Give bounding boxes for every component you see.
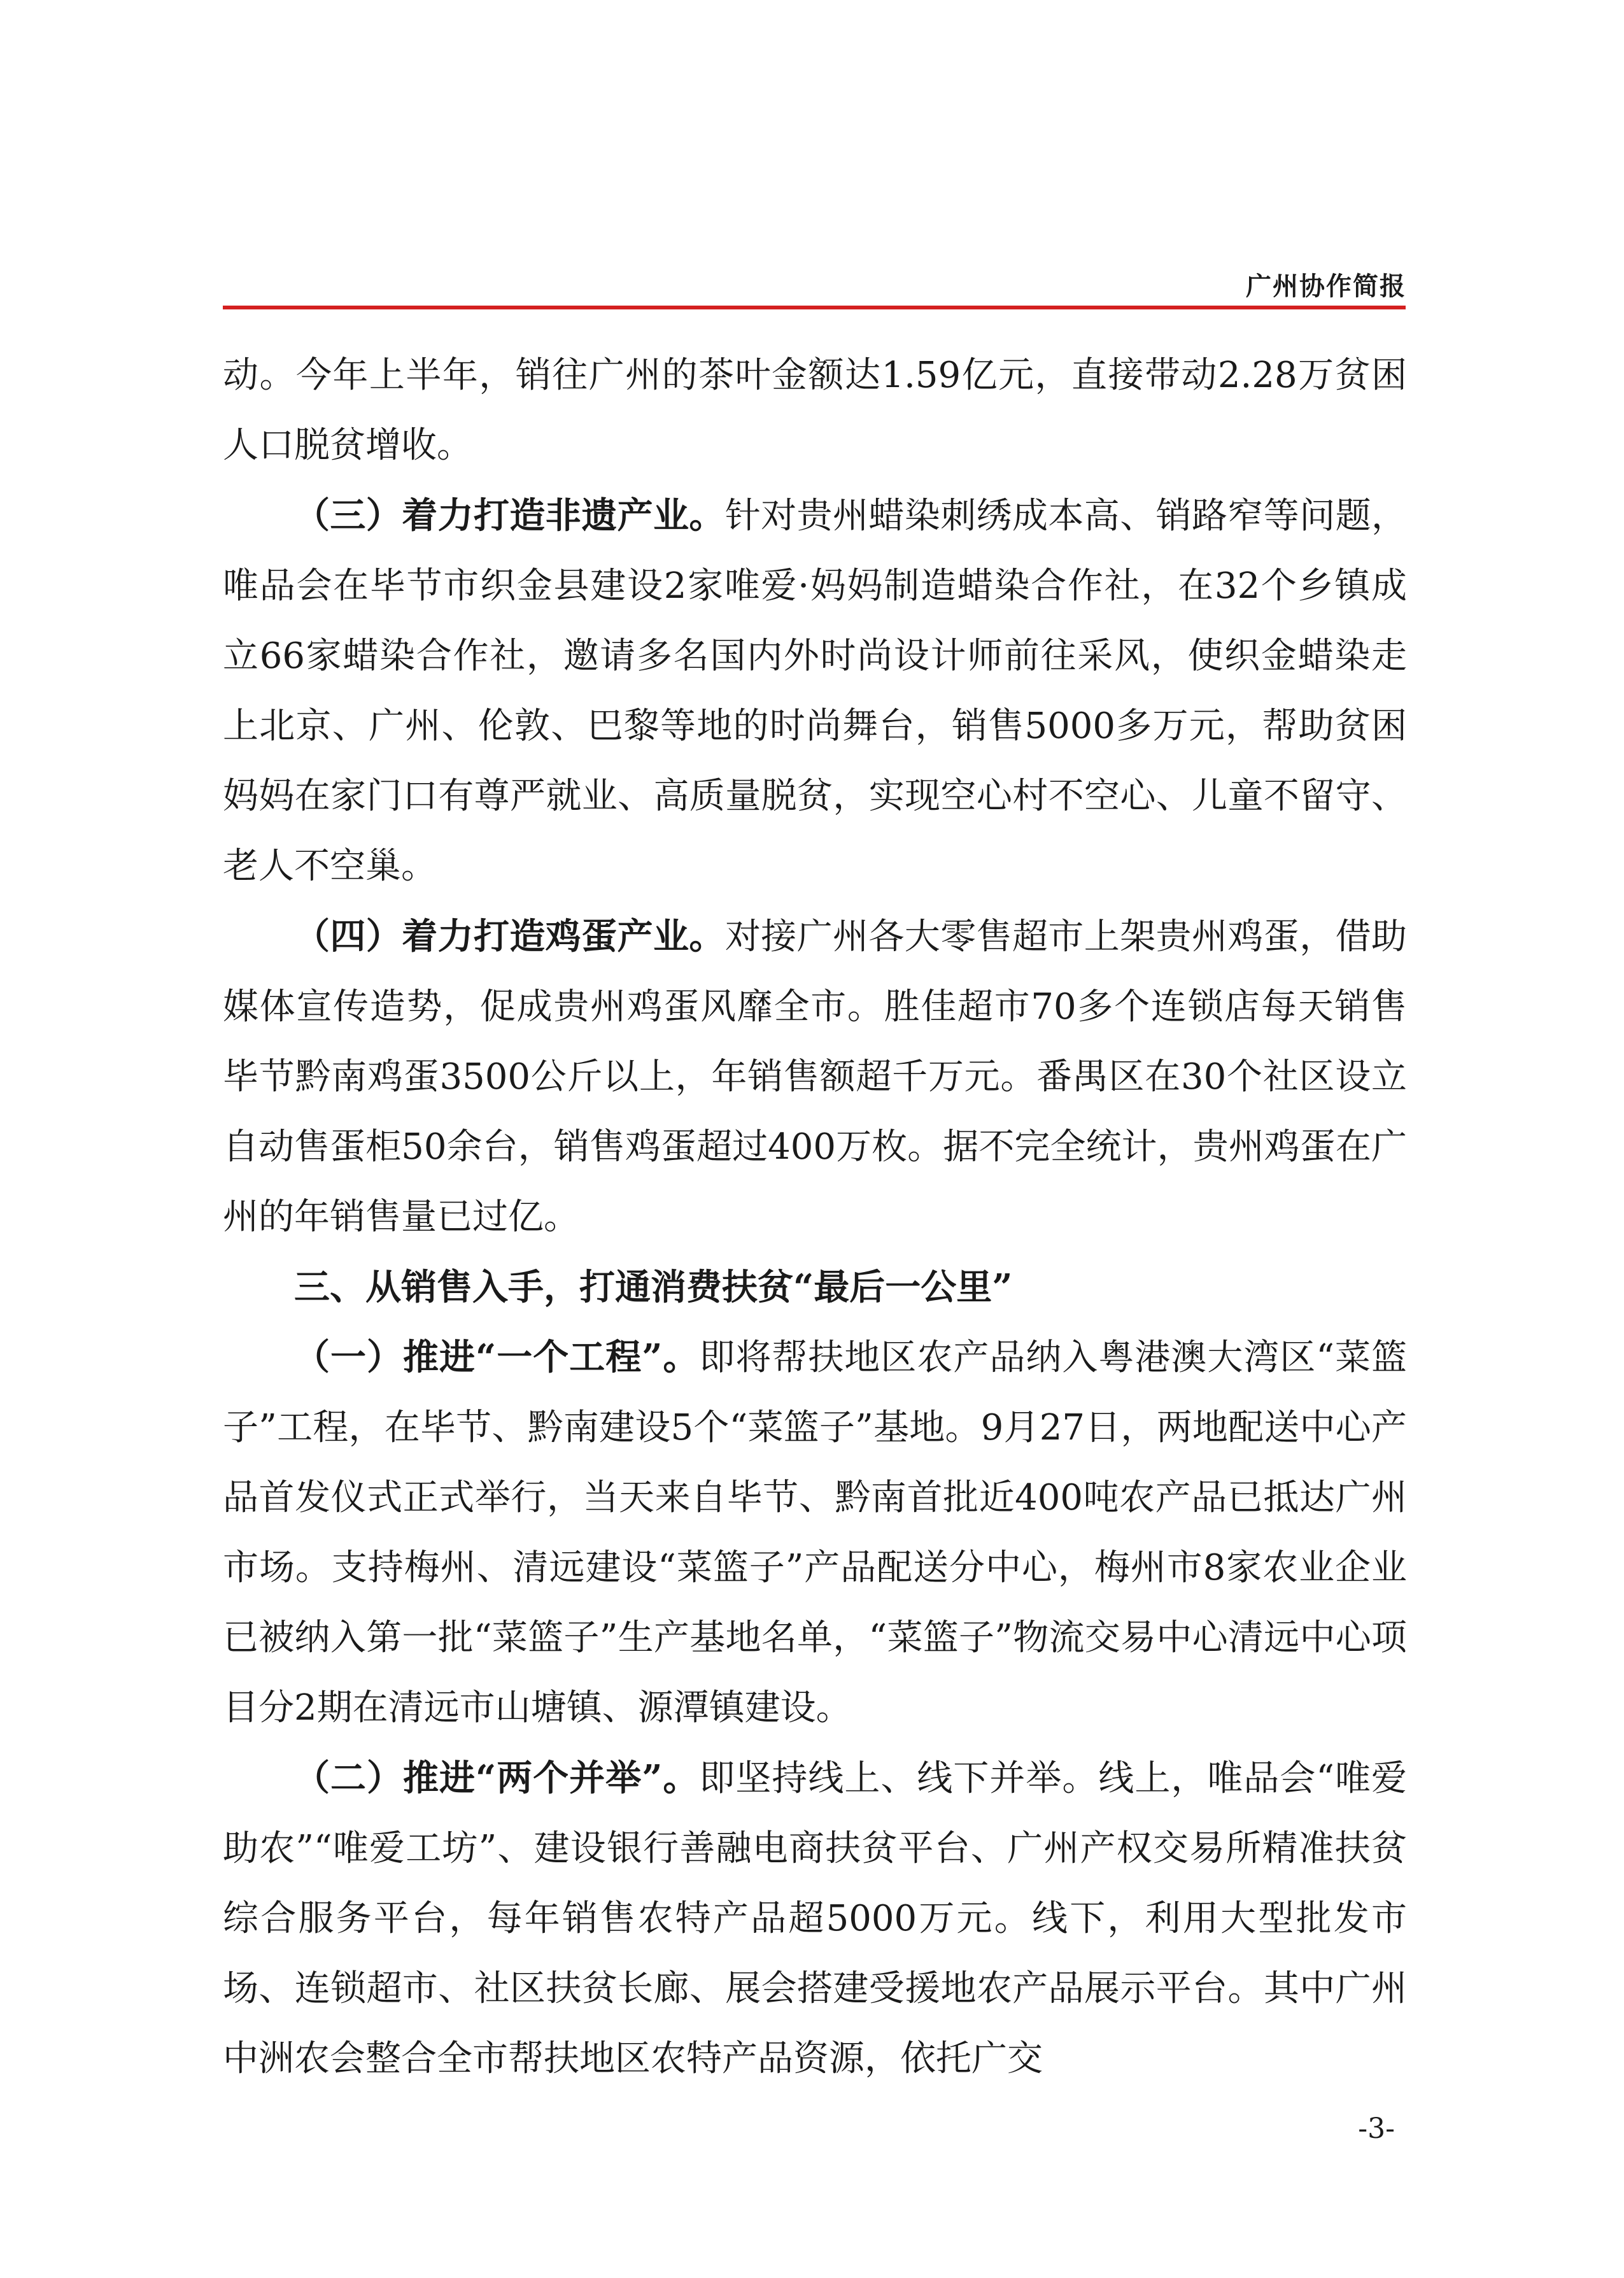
paragraph-text: 对接广州各大零售超市上架贵州鸡蛋，借助媒体宣传造势，促成贵州鸡蛋风靡全市。胜佳超市70多个连锁店每天销售毕节黔南鸡蛋3500公斤以上，年销售额超千万元。番禺区在30个社区设立自动售蛋柜50余台，销售鸡蛋超过400万枚。据不完全统计，贵州鸡蛋在广州的年销售量已过亿。	[223, 916, 1408, 1238]
paragraph-text: 即将帮扶地区农产品纳入粤港澳大湾区“菜篮子”工程，在毕节、黔南建设5个“菜篮子”基地。9月27日，两地配送中心产品首发仪式正式举行，当天来自毕节、黔南首批近400吨农产品已抵达广州市场。支持梅州、清远建设“菜篮子”产品配送分中心，梅州市8家农业企业已被纳入第一批“菜篮子”生产基地名单，“菜篮子”物流交易中心清远中心项目分2期在清远市山塘镇、源潭镇建设。	[223, 1337, 1407, 1729]
section-heading: 三、从销售入手，打通消费扶贫“最后一公里”	[294, 1266, 1013, 1308]
paragraph-egg-industry	[223, 902, 1407, 1252]
header-title: 广州协作简报	[1246, 271, 1406, 301]
paragraph-intangible-heritage	[223, 481, 1407, 902]
paragraph-lead: （四）着力打造鸡蛋产业。	[294, 916, 725, 958]
paragraph-text: 即坚持线上、线下并举。线上，唯品会“唯爱助农”“唯爱工坊”、建设银行善融电商扶贫平台、广州产权交易所精准扶贫综合服务平台，每年销售农特产品超5000万元。线下，利用大型批发市场、连锁超市、社区扶贫长廊、展会搭建受援地农产品展示平台。其中广州中洲农会整合全市帮扶地区农特产品资源，依托广交	[223, 1758, 1407, 2079]
paragraph-lead: （一）推进“一个工程”。	[294, 1336, 700, 1378]
paragraph-two-parallel	[223, 1743, 1407, 2094]
paragraph-text: 动。今年上半年，销往广州的茶叶金额达1.59亿元，直接带动2.28万贫困人口脱贫增收。	[223, 355, 1407, 466]
page-number: -3-	[1358, 2112, 1395, 2145]
paragraph-lead: （三）着力打造非遗产业。	[294, 495, 725, 537]
document-body	[223, 341, 1407, 2094]
header-rule	[223, 306, 1406, 309]
paragraph-lead: （二）推进“两个并举”。	[294, 1757, 700, 1799]
paragraph-one-project	[223, 1322, 1407, 1743]
paragraph-text: 针对贵州蜡染刺绣成本高、销路窄等问题，唯品会在毕节市织金县建设2家唯爱·妈妈制造蜡染合作社，在32个乡镇成立66家蜡染合作社，邀请多名国内外时尚设计师前往采风，使织金蜡染走上北京、广州、伦敦、巴黎等地的时尚舞台，销售5000多万元，帮助贫困妈妈在家门口有尊严就业、高质量脱贫，实现空心村不空心、儿童不留守、老人不空巢。	[223, 495, 1408, 887]
paragraph-continuation	[223, 341, 1407, 481]
